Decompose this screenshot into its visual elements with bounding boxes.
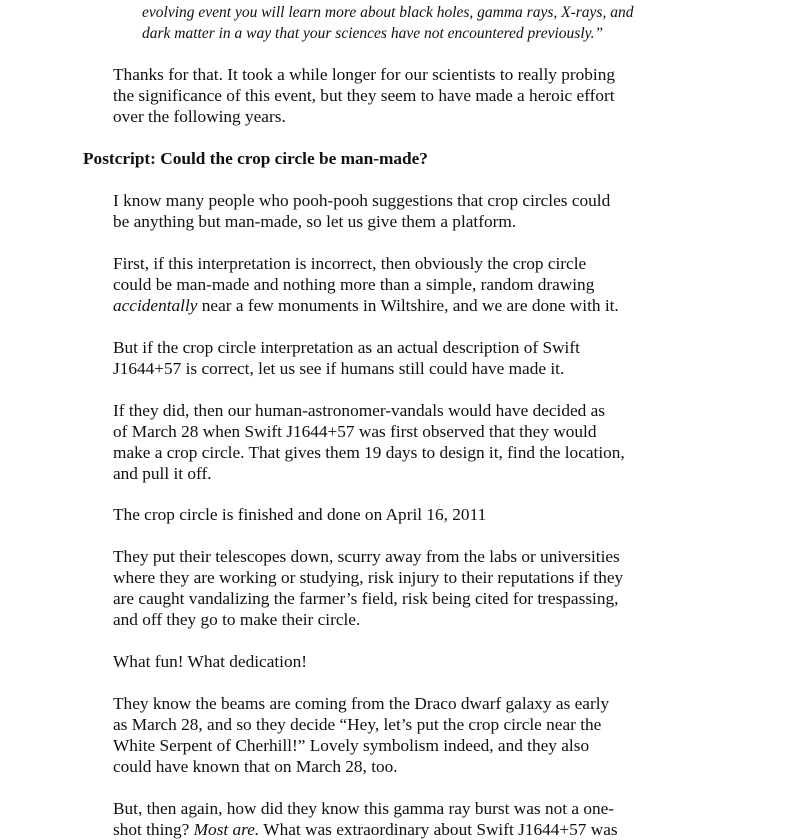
text-line: They know the beams are coming from the Draco dwarf galaxy as early <box>113 694 610 713</box>
paragraph <box>113 64 673 127</box>
text-line: could have known that on March 28, too. <box>113 757 398 776</box>
text-line: are caught vandalizing the farmer’s field, risk being cited for trespassing, <box>113 589 619 608</box>
text-line: White Serpent of Cherhill!” Lovely symbolism indeed, and they also <box>113 736 590 755</box>
paragraph <box>113 546 673 630</box>
text-line: They put their telescopes down, scurry away from the labs or universities <box>113 547 620 566</box>
text-line: the significance of this event, but they seem to have made a heroic effort <box>113 86 615 105</box>
text-line: But, then again, how did they know this gamma ray burst was not a one- <box>113 799 615 818</box>
text-line: over the following years. <box>113 107 286 126</box>
paragraph <box>113 798 673 840</box>
text-line: could be man-made and nothing more than a simple, random drawing <box>113 275 595 294</box>
quote-block <box>142 2 662 44</box>
paragraph <box>113 504 673 525</box>
paragraph <box>113 400 673 484</box>
paragraph <box>113 337 673 379</box>
paragraph <box>113 693 673 777</box>
text-line: I know many people who pooh-pooh suggestions that crop circles could <box>113 191 611 210</box>
paragraph <box>113 253 673 316</box>
text-line: where they are working or studying, risk injury to their reputations if they <box>113 568 624 587</box>
text-line: be anything but man-made, so let us give them a platform. <box>113 212 517 231</box>
text-line: and off they go to make their circle. <box>113 610 361 629</box>
paragraph <box>113 190 673 232</box>
text-line: J1644+57 is correct, let us see if humans still could have made it. <box>113 359 565 378</box>
text-line <box>113 295 673 316</box>
text-span: shot thing? <box>113 820 194 839</box>
text-line: What fun! What dedication! <box>113 652 308 671</box>
paragraph <box>113 651 673 672</box>
text-line: of March 28 when Swift J1644+57 was first observed that they would <box>113 422 597 441</box>
text-span: near a few monuments in Wiltshire, and we are done with it. <box>197 296 619 315</box>
text-line: But if the crop circle interpretation as an actual description of Swift <box>113 338 580 357</box>
quote-line: dark matter in a way that your sciences have not encountered previously.” <box>142 25 604 42</box>
quote-line: evolving event you will learn more about black holes, gamma rays, X-rays, and <box>142 4 634 21</box>
text-line <box>113 819 673 840</box>
text-line: Thanks for that. It took a while longer for our scientists to really probing <box>113 65 616 84</box>
text-span: What was extraordinary about Swift J1644+57 was <box>259 820 618 839</box>
text-line: make a crop circle. That gives them 19 days to design it, find the location, <box>113 443 625 462</box>
section-heading: Postcript: Could the crop circle be man-made? <box>83 149 428 168</box>
text-line: If they did, then our human-astronomer-vandals would have decided as <box>113 401 606 420</box>
emphasis-text: accidentally <box>113 296 198 315</box>
text-line: and pull it off. <box>113 464 212 483</box>
text-line: as March 28, and so they decide “Hey, let’s put the crop circle near the <box>113 715 602 734</box>
text-line: First, if this interpretation is incorrect, then obviously the crop circle <box>113 254 587 273</box>
emphasis-text: Most are. <box>193 820 260 839</box>
text-line: The crop circle is finished and done on April 16, 2011 <box>113 505 487 524</box>
